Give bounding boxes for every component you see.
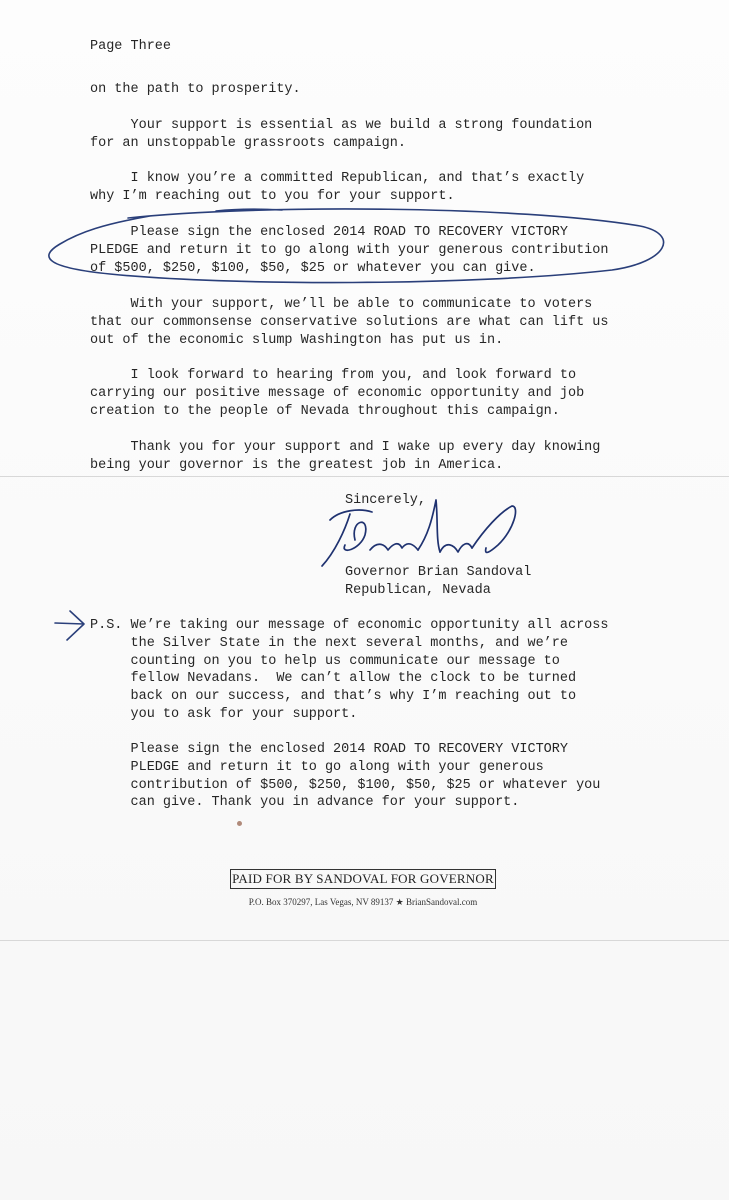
text-line: for an unstoppable grassroots campaign.	[90, 135, 406, 151]
text-line: I know you’re a committed Republican, and that’s exactly	[90, 171, 585, 186]
text-line: carrying our positive message of economic opportunity and job	[90, 385, 585, 401]
paid-for-disclaimer: PAID FOR BY SANDOVAL FOR GOVERNOR	[230, 869, 496, 889]
signature-mark	[322, 500, 516, 566]
text-line: creation to the people of Nevada throughout this campaign.	[90, 403, 560, 419]
text-line: Thank you for your support and I wake up every day knowing	[90, 440, 601, 455]
signer-affiliation: Republican, Nevada	[345, 583, 491, 598]
postscript-1	[90, 617, 608, 724]
paragraph-republican	[90, 170, 584, 206]
text-line: PLEDGE and return it to go along with your generous	[90, 759, 544, 775]
text-line: With your support, we’ll be able to communicate to voters	[90, 297, 593, 312]
text-line: why I’m reaching out to you for your support.	[90, 188, 455, 204]
signer-name: Governor Brian Sandoval	[345, 565, 532, 580]
paper-fold-line	[0, 476, 729, 477]
text-line: P.S. We’re taking our message of economic opportunity all across	[90, 618, 609, 633]
text-line: of $500, $250, $100, $50, $25 or whatever you can give.	[90, 260, 536, 276]
text-line: being your governor is the greatest job in America.	[90, 457, 504, 473]
postscript-arrow-mark	[55, 611, 84, 640]
text-line: fellow Nevadans. We can’t allow the clock to be turned	[90, 671, 577, 687]
page-label: Page Three	[90, 39, 172, 54]
paragraph-look-forward	[90, 367, 584, 420]
text-line: you to ask for your support.	[90, 706, 358, 722]
text-line: counting on you to help us communicate our message to	[90, 653, 560, 669]
text-line: that our commonsense conservative solutions are what can lift us	[90, 314, 609, 330]
text-line: can give. Thank you in advance for your support.	[90, 795, 520, 811]
text-line: the Silver State in the next several months, and we’re	[90, 635, 568, 651]
closing-sincerely: Sincerely,	[345, 493, 427, 508]
paragraph-continuation: on the path to prosperity.	[90, 82, 301, 97]
paragraph-pledge-circled	[90, 224, 608, 277]
text-line: I look forward to hearing from you, and look forward to	[90, 368, 577, 383]
text-line: Your support is essential as we build a strong foundation	[90, 118, 593, 133]
postscript-2	[90, 741, 600, 812]
campaign-address: P.O. Box 370297, Las Vegas, NV 89137 ★ BrianSandoval.com	[248, 897, 478, 907]
ink-speck	[237, 821, 242, 826]
text-line: back on our success, and that’s why I’m reaching out to	[90, 689, 577, 705]
text-line: Please sign the enclosed 2014 ROAD TO RECOVERY VICTORY	[90, 225, 568, 240]
paragraph-support	[90, 117, 592, 153]
paragraph-communicate	[90, 296, 608, 349]
text-line: out of the economic slump Washington has put us in.	[90, 332, 504, 348]
pledge-underline-mark	[216, 209, 282, 211]
text-line: PLEDGE and return it to go along with your generous contribution	[90, 242, 609, 258]
text-line: contribution of $500, $250, $100, $50, $25 or whatever you	[90, 777, 601, 793]
paragraph-thank-you	[90, 439, 600, 475]
text-line: Please sign the enclosed 2014 ROAD TO RECOVERY VICTORY	[90, 742, 568, 757]
paper-fold-line	[0, 940, 729, 941]
